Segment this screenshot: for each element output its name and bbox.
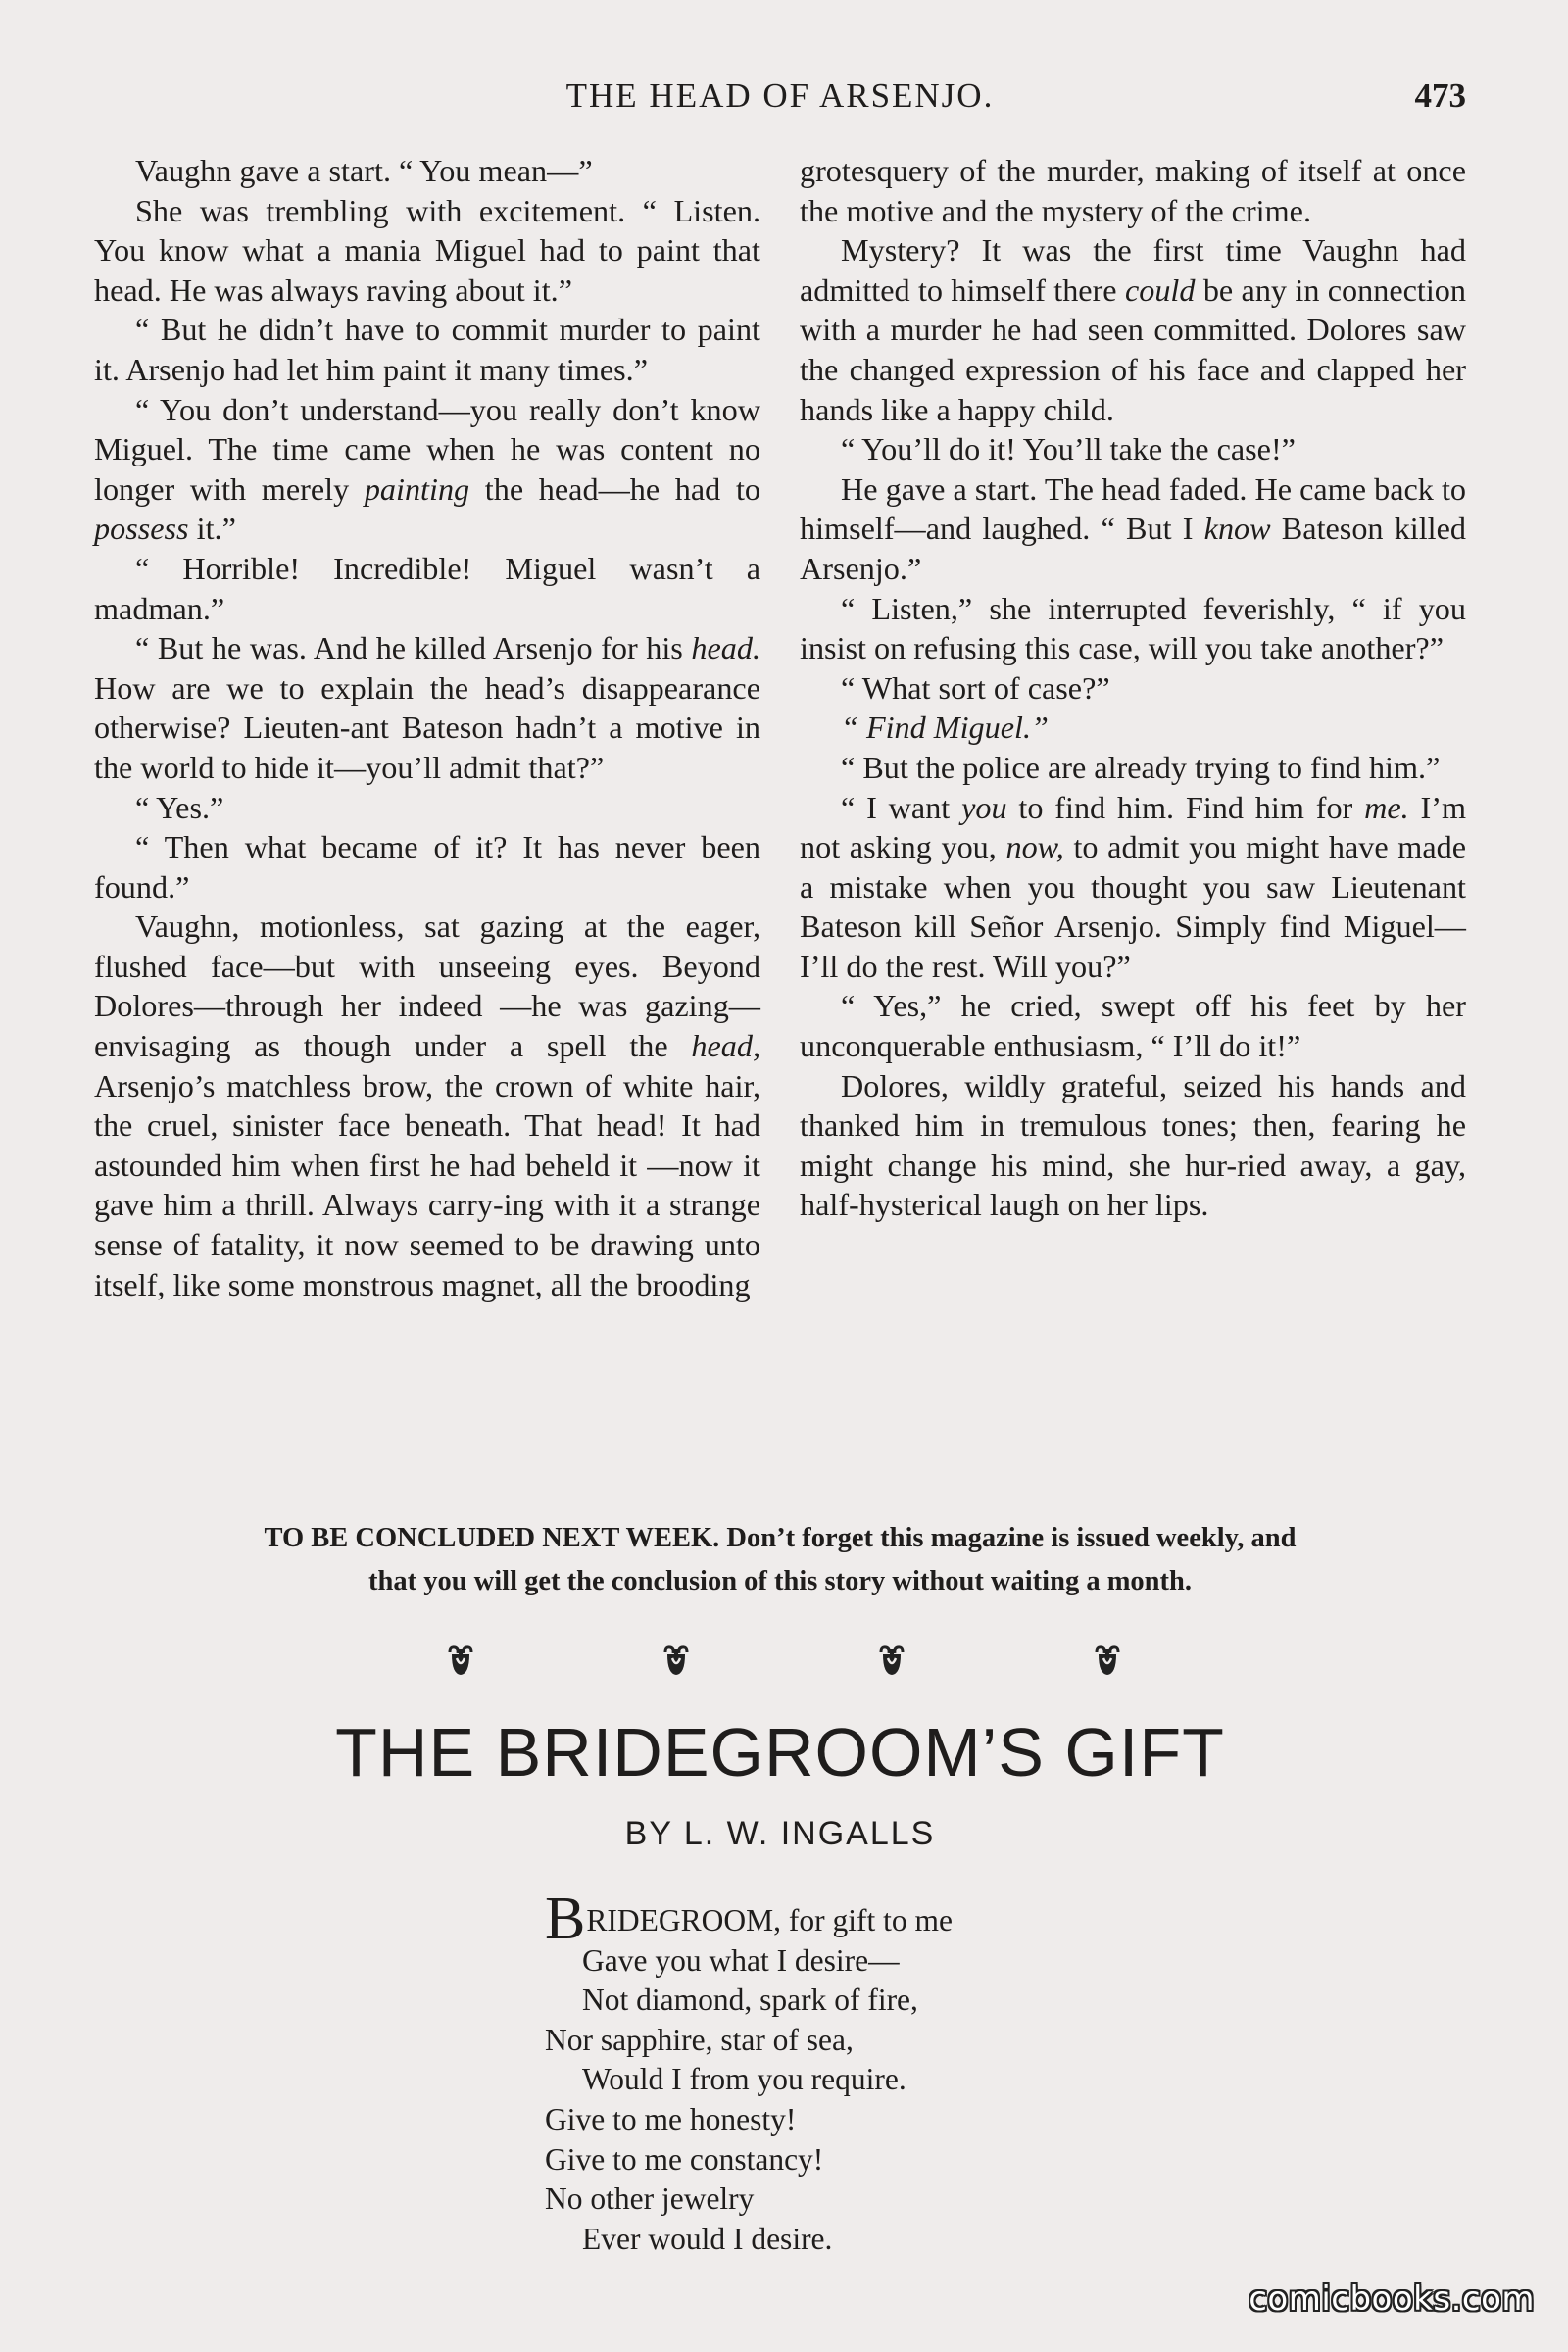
- drop-cap: B: [545, 1886, 586, 1952]
- poem-line: [545, 2220, 1231, 2260]
- paragraph: “ Listen,” she interrupted feverishly, “ if you insist on refusing this case, will you take another?”: [800, 590, 1466, 666]
- poem-line: [545, 1981, 1231, 2021]
- ornament-row: [431, 1644, 1137, 1688]
- paragraph: He gave a start. The head faded. He came back to himself—and laughed. “ But I know Bateson killed Arsenjo.”: [800, 470, 1467, 586]
- poem-line: [545, 1941, 1231, 1982]
- left-column: [94, 151, 760, 1304]
- poem-line-text: Give to me constancy!: [545, 2141, 824, 2177]
- poem-line: [545, 2060, 1231, 2100]
- paragraph: “ Yes.”: [135, 789, 224, 825]
- paragraph: Dolores, wildly grateful, seized his hands and thanked him in tremulous tones; then, fearing he might change his mind, she hur-ried away, a gay, half-hysterical laugh on her lips.: [800, 1067, 1466, 1223]
- paragraph: Mystery? It was the first time Vaughn had admitted to himself there could be any in connection with a murder he had seen committed. Dolores saw the changed expression of his face and clapped her hands like a happy child.: [800, 232, 1466, 427]
- ornament-icon: [431, 1644, 490, 1688]
- poem-line-text: Nor sapphire, star of sea,: [545, 2022, 854, 2057]
- paragraph: “ You’ll do it! You’ll take the case!”: [841, 431, 1296, 467]
- poem-line-text: Gave you what I desire—: [582, 1942, 900, 1978]
- paragraph: “ You don’t understand—you really don’t know Miguel. The time came when he was content no longer with merely painting the head—he had to possess it.”: [94, 391, 760, 547]
- right-column: [800, 151, 1466, 1225]
- paragraph: “ What sort of case?”: [841, 669, 1110, 706]
- poem-line: [545, 2140, 1231, 2180]
- paragraph: “ But the police are already trying to find him.”: [841, 749, 1441, 785]
- page-header: [94, 76, 1466, 122]
- paragraph: Vaughn, motionless, sat gazing at the eager, flushed face—but with unseeing eyes. Beyond Dolores—through her indeed —he was gazing—envisaging as though under a spell the head, Arsenjo’s matchless brow, the crown of white hair, the cruel, sinister face beneath. That head! It had astounded him when first he had beheld it —now it gave him a thrill. Always carry-ing with it a strange sense of fatality, it now seemed to be drawing unto itself, like some monstrous magnet, all the brooding: [94, 908, 760, 1302]
- ornament-icon: [1078, 1644, 1137, 1688]
- ornament-icon: [647, 1644, 706, 1688]
- byline: BY L. W. INGALLS: [624, 1815, 936, 1852]
- paragraph: “ I want you to find him. Find him for me. I’m not asking you, now, to admit you might have made a mistake when you thought you saw Lieutenant Bateson kill Señor Arsenjo. Simply find Miguel—I’ll do the rest. Will you?”: [800, 789, 1467, 984]
- poem-line: [545, 2180, 1231, 2220]
- page-number: 473: [1414, 76, 1466, 115]
- poem-line-text: RIDEGROOM, for gift to me: [586, 1903, 953, 1937]
- poem-line-text: Would I from you require.: [582, 2062, 906, 2097]
- ornament-icon: [862, 1644, 921, 1688]
- notice-line-2: that you will get the conclusion of this story without waiting a month.: [368, 1566, 1192, 1596]
- paragraph: She was trembling with excitement. “ Listen. You know what a mania Miguel had to paint that head. He was always raving about it.”: [94, 192, 760, 308]
- paragraph: grotesquery of the murder, making of itself at once the motive and the mystery of the crime.: [800, 153, 1466, 228]
- watermark: comicbooks.com: [1249, 2279, 1535, 2319]
- paragraph: Vaughn gave a start. “ You mean—”: [135, 153, 593, 188]
- paragraph: “ Find Miguel.”: [841, 710, 1049, 746]
- story-title: THE BRIDEGROOM’S GIFT: [335, 1714, 1225, 1790]
- poem-line: [545, 1886, 1231, 1952]
- paragraph: “ But he was. And he killed Arsenjo for his head. How are we to explain the head’s disappearance otherwise? Lieuten-ant Bateson hadn’t a motive in the world to hide it—you’ll admit that?”: [94, 630, 760, 785]
- poem: [545, 1886, 1231, 2259]
- poem-line: [545, 2100, 1231, 2140]
- poem-line-text: Ever would I desire.: [582, 2221, 833, 2256]
- poem-line-text: No other jewelry: [545, 2181, 755, 2217]
- paragraph: “ Horrible! Incredible! Miguel wasn’t a madman.”: [94, 550, 760, 626]
- paragraph: “ Then what became of it? It has never been found.”: [94, 829, 760, 905]
- poem-line: [545, 2021, 1231, 2061]
- running-title: THE HEAD OF ARSENJO.: [565, 76, 995, 115]
- paragraph: “ But he didn’t have to commit murder to paint it. Arsenjo had let him paint it many times.”: [94, 312, 760, 387]
- notice-line-1: TO BE CONCLUDED NEXT WEEK. Don’t forget this magazine is issued weekly, and: [264, 1523, 1297, 1553]
- paragraph: “ Yes,” he cried, swept off his feet by her unconquerable enthusiasm, “ I’ll do it!”: [800, 988, 1466, 1064]
- continuation-notice: [94, 1517, 1466, 1603]
- poem-line-text: Give to me honesty!: [545, 2101, 797, 2136]
- poem-line-text: Not diamond, spark of fire,: [582, 1983, 918, 2018]
